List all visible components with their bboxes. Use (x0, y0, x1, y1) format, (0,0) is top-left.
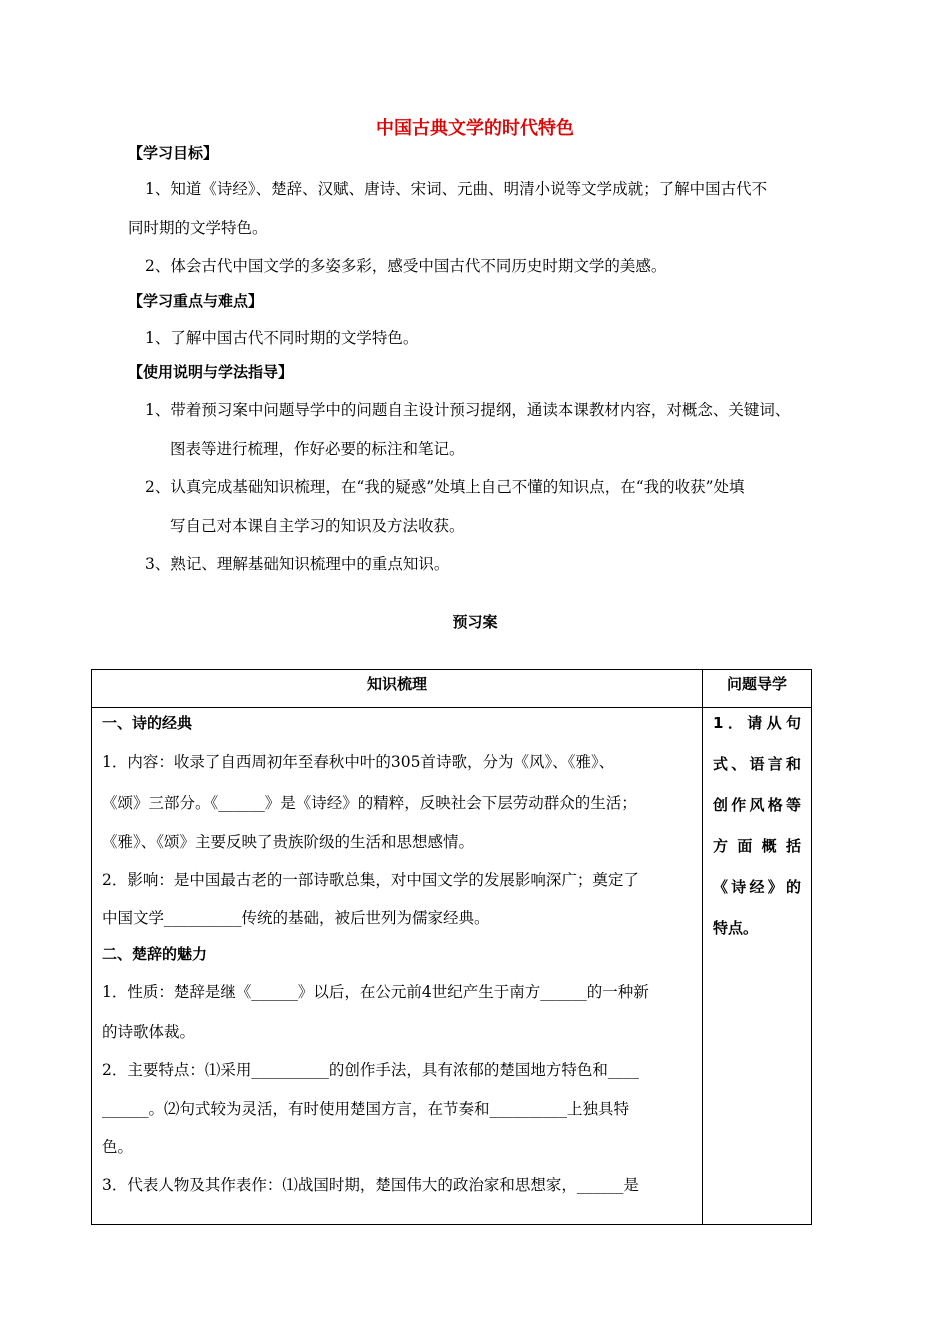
section-1-title: 一、诗的经典 (102, 714, 193, 732)
objective-1-line-b: 同时期的文学特色。 (128, 219, 268, 237)
instructions-heading: 【使用说明与学法指导】 (128, 363, 294, 381)
section-1-line-3: 《雅》、《颂》主要反映了贵族阶级的生活和思想感情。 (102, 833, 475, 851)
preview-title: 预习案 (452, 613, 498, 631)
section-2-line-6: 3．代表人物及其作表作：⑴战国时期，楚国伟大的政治家和思想家，______是 (102, 1176, 639, 1194)
section-1-line-1: 1．内容：收录了自西周初年至春秋中叶的305首诗歌，分为《风》、《雅》、 (102, 753, 615, 771)
section-2-line-4: ______。⑵句式较为灵活，有时使用楚国方言，在节奏和__________上独具特 (102, 1100, 630, 1118)
guide-line: 1．请从句 (713, 714, 801, 732)
instruction-3: 3、熟记、理解基础知识梳理中的重点知识。 (145, 555, 450, 573)
knowledge-content-cell (92, 708, 703, 1225)
objective-1-line-a: 1、知道《诗经》、楚辞、汉赋、唐诗、宋词、元曲、明清小说等文学成就；了解中国古代不 (145, 180, 768, 198)
question-guide-cell (703, 708, 812, 1225)
section-1-line-4: 2．影响：是中国最古老的一部诗歌总集，对中国文学的发展影响深广；奠定了 (102, 871, 639, 889)
instruction-1-line-a: 1、带着预习案中问题导学中的问题自主设计预习提纲，通读本课教材内容，对概念、关键词、 (145, 401, 791, 419)
section-2-line-5: 色。 (102, 1138, 134, 1156)
instruction-2-line-a: 2、认真完成基础知识梳理，在“我的疑惑”处填上自己不懂的知识点，在“我的收获”处填 (145, 478, 745, 496)
section-2-line-1: 1．性质：楚辞是继《______》以后，在公元前4世纪产生于南方______的一种新 (102, 983, 649, 1001)
guide-line: 创作风格等 (713, 796, 801, 814)
section-1-line-2: 《颂》三部分。《______》是《诗经》的精粹，反映社会下层劳动群众的生活； (102, 794, 637, 812)
guide-line: 方面概括 (713, 837, 801, 855)
section-1-line-5: 中国文学__________传统的基础，被后世列为儒家经典。 (102, 909, 490, 927)
knowledge-table (91, 669, 812, 1225)
section-2-line-2: 的诗歌体裁。 (102, 1023, 196, 1041)
guide-line: 《诗经》的 (713, 878, 801, 896)
section-2-line-3: 2．主要特点：⑴采用__________的创作手法，具有浓郁的楚国地方特色和____ (102, 1061, 639, 1079)
key-point-1: 1、了解中国古代不同时期的文学特色。 (145, 329, 419, 347)
header-knowledge: 知识梳理 (92, 670, 703, 708)
section-2-title: 二、楚辞的魅力 (102, 945, 208, 963)
objectives-heading: 【学习目标】 (128, 144, 219, 162)
objective-2: 2、体会古代中国文学的多姿多彩，感受中国古代不同历史时期文学的美感。 (145, 257, 667, 275)
guide-line: 式、语言和 (713, 755, 801, 773)
key-points-heading: 【学习重点与难点】 (128, 292, 264, 310)
document-title: 中国古典文学的时代特色 (376, 118, 574, 139)
guide-line: 特点。 (713, 919, 759, 937)
instruction-1-line-b: 图表等进行梳理，作好必要的标注和笔记。 (170, 440, 465, 458)
header-guide: 问题导学 (703, 670, 812, 708)
instruction-2-line-b: 写自己对本课自主学习的知识及方法收获。 (170, 517, 465, 535)
